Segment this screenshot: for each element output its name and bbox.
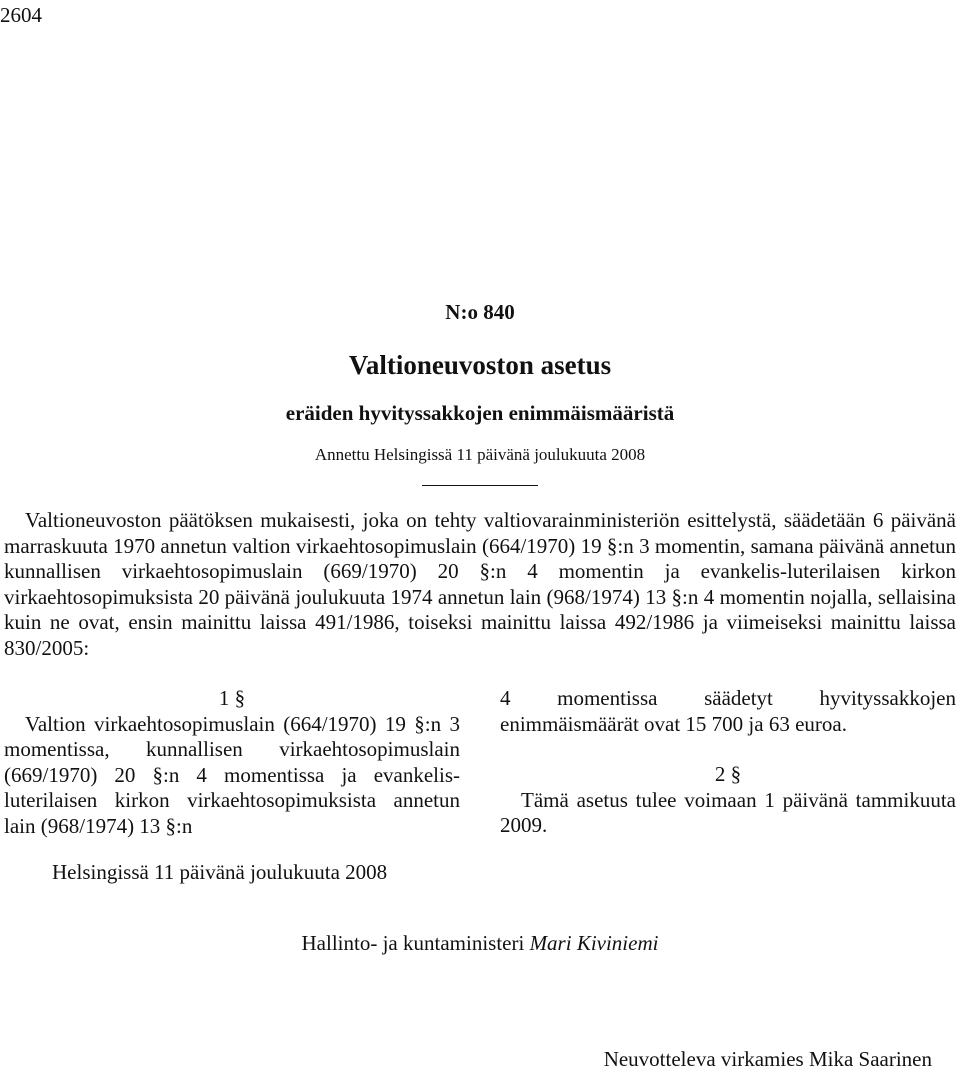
right-column xyxy=(500,686,956,839)
document-title: Valtioneuvoston asetus xyxy=(348,350,612,380)
section-gap xyxy=(500,737,956,762)
section-2-heading: 2 § xyxy=(714,762,742,786)
section-1-text-end: 4 momentissa säädetyt hyvityssakkojen enimmäismäärät ovat 15 700 ja 63 euroa. xyxy=(500,686,956,736)
document-subtitle: eräiden hyvityssakkojen enimmäismääristä xyxy=(285,401,675,425)
header-divider xyxy=(422,485,538,486)
section-1-heading: 1 § xyxy=(218,686,246,710)
section-1-text-start: Valtion virkaehtosopimuslain (664/1970) 19 §:n 3 momentissa, kunnallisen virkaehtosopimuslain (669/1970) 20 §:n 4 momentissa ja evankelis-luterilaisen kirkon virkaehtosopimuksista annetun lain (968/1974) 13 §:n xyxy=(4,711,460,838)
statute-number: N:o 840 xyxy=(445,300,515,324)
left-column xyxy=(4,686,460,839)
page-number: 2604 xyxy=(0,3,42,27)
preamble-paragraph: Valtioneuvoston päätöksen mukaisesti, joka on tehty valtiovarainministeriön esittelystä, säädetään 6 päivänä marraskuuta 1970 annetun valtion virkaehtosopimuslain (664/1970) 19 §:n 3 momentin, samana päivänä annetun kunnallisen virkaehtosopimuslain (669/1970) 20 §:n 4 momentin ja evankelis-luterilaisen kirkon virkaehtosopimuksista 20 päivänä joulukuuta 1974 annetun lain (968/1974) 13 §:n 4 momentin nojalla, sellaisina kuin ne ovat, ensin mainittu laissa 491/1986, toiseksi mainittu laissa 492/1986 ja viimeiseksi mainittu laissa 830/2005: xyxy=(4,508,956,660)
official-signature: Neuvotteleva virkamies Mika Saarinen xyxy=(603,1047,932,1071)
minister-title: Hallinto- ja kuntaministeri xyxy=(301,931,525,955)
minister-signature xyxy=(0,928,960,958)
minister-name: Mari Kiviniemi xyxy=(529,931,659,955)
signing-place-date: Helsingissä 11 päivänä joulukuuta 2008 xyxy=(52,860,388,884)
given-date-line: Annettu Helsingissä 11 päivänä joulukuuta 2008 xyxy=(314,445,646,464)
section-2-text: Tämä asetus tulee voimaan 1 päivänä tammikuuta 2009. xyxy=(500,787,956,837)
